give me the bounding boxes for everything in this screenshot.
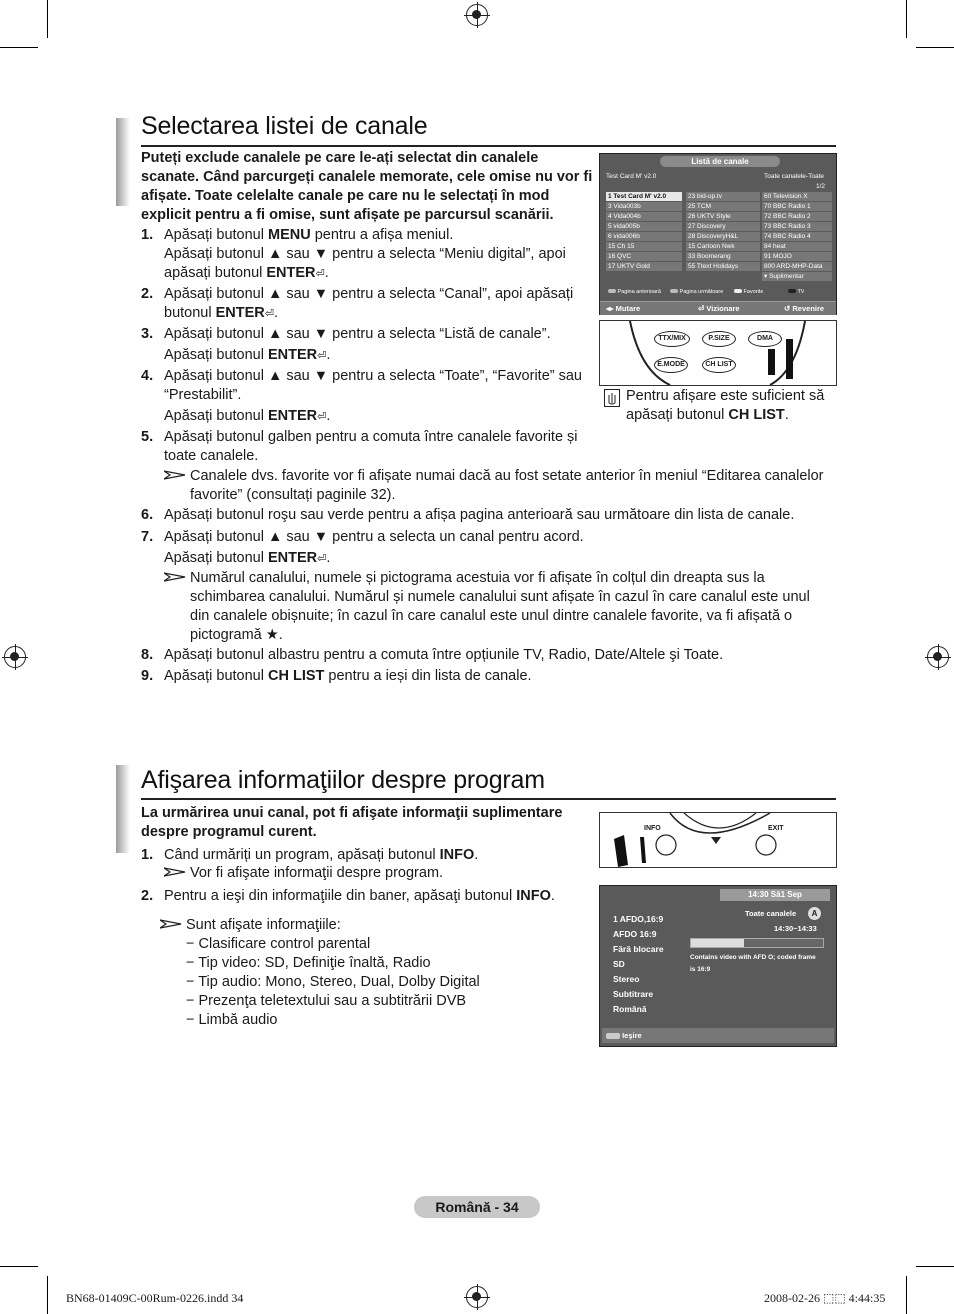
- enter-icon: ⏎: [317, 411, 327, 423]
- screen-clock: 14:30 Sâ1 Sep: [720, 889, 830, 901]
- crop-mark: [906, 0, 907, 38]
- registration-mark-icon: [466, 4, 488, 26]
- enter-icon: ⏎: [317, 553, 327, 565]
- channel-row: 6 vida006b: [606, 232, 682, 241]
- channel-row: 27 Discovery: [686, 222, 760, 231]
- enter-icon: ⏎: [317, 350, 327, 362]
- remote-illustration: [599, 320, 837, 386]
- psize-button: P.SIZE: [702, 331, 736, 347]
- registration-mark-icon: [466, 1286, 488, 1308]
- green-key-icon: [670, 289, 678, 293]
- channel-row: 16 QVC: [606, 252, 682, 261]
- crop-mark: [0, 47, 38, 48]
- enter-icon: ⏎: [698, 304, 705, 313]
- move-icon: ◂▸: [606, 304, 614, 313]
- hand-icon: [604, 389, 620, 407]
- channel-row: 74 BBC Radio 4: [762, 232, 832, 241]
- registration-mark-icon: [4, 646, 26, 668]
- exit-button-label: EXIT: [768, 825, 784, 832]
- crop-mark: [0, 1266, 38, 1267]
- channel-row: 1 Test Card M' v2.0: [606, 192, 682, 201]
- crop-mark: [906, 1276, 907, 1314]
- ttx-mix-button: TTX/MIX: [654, 331, 690, 347]
- screen-title: Listă de canale: [660, 156, 780, 167]
- enter-icon: ⏎: [315, 268, 325, 280]
- blue-key-icon: [788, 289, 796, 293]
- channel-row: 800 ARD-MHP-Data: [762, 262, 832, 271]
- channel-row: 25 TCM: [686, 202, 760, 211]
- channel-row: 55 Ttext Holidays: [686, 262, 760, 271]
- note-arrow-icon: [160, 919, 182, 929]
- channel-row: 72 BBC Radio 2: [762, 212, 832, 221]
- channel-row: 5 vida005b: [606, 222, 682, 231]
- ch-list-button: CH LIST: [702, 357, 736, 373]
- progress-bar: [690, 938, 824, 948]
- channel-row: 60 Television X: [762, 192, 832, 201]
- crop-mark: [47, 0, 48, 38]
- channel-row: 23 bid-up.tv: [686, 192, 760, 201]
- yellow-key-icon: [734, 289, 742, 293]
- section-title: Selectarea listei de canale: [141, 112, 428, 140]
- section-bar: [116, 765, 130, 853]
- note-arrow-icon: [164, 470, 186, 480]
- section-intro: Puteți exclude canalele pe care le-ați selectat din canalele scanate. Când parcurgeți canalele memorate, cele omise nu vor fi afișate. Toate celelalte canale pe care nu le selectați în mod explicit pentru a fi omise, sunt afișate pe parcursul scanării.: [141, 150, 593, 223]
- channel-row: 84 heat: [762, 242, 832, 251]
- section-title: Afişarea informaţiilor despre program: [141, 766, 545, 794]
- page-number: Română - 34: [414, 1196, 540, 1218]
- emode-button: E.MODE: [654, 357, 688, 373]
- section-intro: La urmărirea unui canal, pot fi afişate informaţii suplimentare despre programul curent.: [141, 805, 563, 840]
- exit-key-icon: [606, 1033, 620, 1039]
- red-key-icon: [608, 289, 616, 293]
- channel-row: 3 Vida003b: [606, 202, 682, 211]
- registration-mark-icon: [927, 646, 949, 668]
- crop-mark: [916, 47, 954, 48]
- file-slug: BN68-01409C-00Rum-0226.indd 34: [66, 1291, 244, 1305]
- channel-row: ▾ Suplimentar: [762, 272, 832, 281]
- channel-row: 91 MOJO: [762, 252, 832, 261]
- channel-row: 15 Cartoon Nwk: [686, 242, 760, 251]
- section-bar: [116, 118, 130, 206]
- exit-bar: Ieşire: [602, 1028, 834, 1043]
- progress-fill: [691, 939, 744, 947]
- enter-icon: ⏎: [264, 308, 274, 320]
- note-arrow-icon: [164, 867, 186, 877]
- channel-row: 33 Boomerang: [686, 252, 760, 261]
- section-rule: [141, 145, 836, 147]
- channel-row: 70 BBC Radio 1: [762, 202, 832, 211]
- section-rule: [141, 798, 836, 800]
- channel-row: 15 Ch 15: [606, 242, 682, 251]
- info-details: 1 AFDO,16:9 AFDO 16:9 Fără blocare SD Stereo Subtitrare Română: [613, 914, 664, 1014]
- date-slug: 2008-02-26 ⬚⬚ 4:44:35: [764, 1291, 886, 1305]
- remote-illustration: [599, 812, 837, 868]
- program-info-screen: 14:30 Sâ1 Sep 1 AFDO,16:9 AFDO 16:9 Fără blocare SD Stereo Subtitrare Română Toate canalele A 14:30~14:33 Contains video with AFD O; coded frame is 16:9 Ieşire: [599, 885, 837, 1047]
- channel-list-screen: Listă de canale Test Card M' v2.0 Toate canalele-Toate 1/2 1 Test Card M' v2.0 3 Vida003b 4 Vida004b 5 vida005b 6 vida006b 15 Ch 15 16 QVC 17 UKTV Gold 23 bid-up.tv 25 TCM 26 UKTV Style 27 Discovery 28 DiscoveryH&L 15 Cartoon Nwk 33 Boomerang 55 Ttext Holidays 60 Television X 70 BBC Radio 1 72 BBC Radio 2 73 BBC Radio 3 74 BBC Radio 4 84 heat 91 MOJO 800 ARD-MHP-Data ▾ Suplimentar Pagina anterioară Pagina următoare Favorite TV ◂▸ Mutare ⏎ Vizionare ↺ Revenire: [599, 153, 837, 315]
- screen-nav-bar: ◂▸ Mutare ⏎ Vizionare ↺ Revenire: [600, 301, 836, 315]
- remote-outline-icon: [600, 813, 836, 867]
- channel-row: 28 DiscoveryH&L: [686, 232, 760, 241]
- info-button-label: INFO: [644, 825, 661, 832]
- dma-button: DMA: [748, 331, 782, 347]
- channel-row: 4 Vida004b: [606, 212, 682, 221]
- channel-row: 73 BBC Radio 3: [762, 222, 832, 231]
- crop-mark: [47, 1276, 48, 1314]
- channel-type-badge: A: [808, 907, 821, 920]
- return-icon: ↺: [784, 304, 791, 313]
- note-arrow-icon: [164, 572, 186, 582]
- crop-mark: [916, 1266, 954, 1267]
- channel-row: 17 UKTV Gold: [606, 262, 682, 271]
- channel-row: 26 UKTV Style: [686, 212, 760, 221]
